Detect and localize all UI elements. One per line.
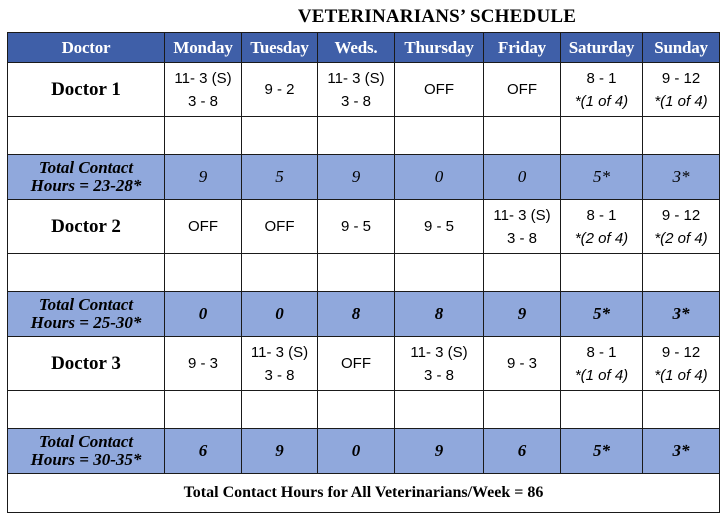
- header-cell: Thursday: [395, 33, 484, 63]
- shift-line-1: 11- 3 (S): [174, 69, 232, 87]
- shift-line-2: 3 - 8: [506, 229, 537, 247]
- shift-line-1: 11- 3 (S): [410, 343, 468, 361]
- schedule-cell: [643, 337, 720, 391]
- shift-line-1: OFF: [188, 218, 218, 235]
- blank-cell: [165, 254, 242, 292]
- header-cell: Sunday: [643, 33, 720, 63]
- total-cell: 3*: [643, 292, 720, 337]
- schedule-cell: [242, 200, 318, 254]
- shift-line-1: 8 - 1: [586, 343, 617, 361]
- total-cell: 5*: [561, 155, 643, 200]
- schedule-cell: [242, 63, 318, 117]
- schedule-cell: [165, 200, 242, 254]
- total-cell: 9: [395, 429, 484, 474]
- schedule-cell: [318, 200, 395, 254]
- header-cell: Saturday: [561, 33, 643, 63]
- schedule-table: [7, 32, 720, 513]
- total-cell: 0: [165, 292, 242, 337]
- blank-cell: [395, 117, 484, 155]
- total-cell: 8: [318, 292, 395, 337]
- total-label: [8, 292, 165, 337]
- shift-line-2: *(2 of 4): [654, 229, 708, 247]
- schedule-cell: [395, 337, 484, 391]
- blank-cell: [242, 254, 318, 292]
- shift-line-2: *(1 of 4): [654, 92, 708, 110]
- shift-line-1: OFF: [264, 218, 295, 235]
- schedule-cell: [484, 200, 561, 254]
- blank-cell: [561, 117, 643, 155]
- blank-cell: [561, 391, 643, 429]
- shift-line-2: 3 - 8: [187, 92, 218, 110]
- shift-line-1: 9 - 3: [187, 355, 218, 372]
- blank-row: [8, 117, 720, 155]
- shift-line-1: 9 - 12: [661, 343, 701, 361]
- total-cell: 9: [318, 155, 395, 200]
- header-cell: Tuesday: [242, 33, 318, 63]
- shift-line-1: OFF: [507, 81, 537, 98]
- weekly-total: Total Contact Hours for All Veterinarians/Week = 86: [8, 474, 720, 513]
- blank-cell: [8, 117, 165, 155]
- schedule-cell: [318, 337, 395, 391]
- shift-line-1: 8 - 1: [586, 206, 617, 224]
- blank-cell: [484, 117, 561, 155]
- total-cell: 5*: [561, 429, 643, 474]
- blank-cell: [8, 391, 165, 429]
- schedule-cell: [165, 63, 242, 117]
- shift-line-2: 3 - 8: [423, 366, 454, 384]
- total-cell: 8: [395, 292, 484, 337]
- blank-cell: [242, 391, 318, 429]
- shift-line-1: 8 - 1: [586, 69, 617, 87]
- blank-cell: [242, 117, 318, 155]
- blank-cell: [8, 254, 165, 292]
- total-cell: 9: [165, 155, 242, 200]
- blank-cell: [484, 391, 561, 429]
- doctor-name: Doctor 2: [8, 200, 165, 254]
- total-label-line-1: Total Contact: [38, 295, 134, 314]
- blank-cell: [643, 117, 720, 155]
- footer-row: [8, 474, 720, 513]
- total-cell: 3*: [643, 155, 720, 200]
- doctor-row: [8, 63, 720, 117]
- blank-cell: [318, 254, 395, 292]
- total-cell: 5*: [561, 292, 643, 337]
- blank-cell: [643, 254, 720, 292]
- total-label: [8, 155, 165, 200]
- schedule-cell: [561, 63, 643, 117]
- blank-cell: [561, 254, 643, 292]
- schedule-cell: [484, 63, 561, 117]
- total-cell: 6: [165, 429, 242, 474]
- total-label-line-2: Hours = 30-35*: [30, 450, 142, 469]
- doctor-name: Doctor 1: [8, 63, 165, 117]
- shift-line-2: *(1 of 4): [574, 366, 629, 384]
- total-cell: 9: [484, 292, 561, 337]
- total-label: [8, 429, 165, 474]
- blank-cell: [484, 254, 561, 292]
- header-cell: Monday: [165, 33, 242, 63]
- total-row: [8, 429, 720, 474]
- schedule-cell: [395, 200, 484, 254]
- shift-line-1: 9 - 12: [661, 206, 701, 224]
- schedule-cell: [484, 337, 561, 391]
- header-cell: Doctor: [8, 33, 165, 63]
- header-cell: Friday: [484, 33, 561, 63]
- total-cell: 9: [242, 429, 318, 474]
- total-row: [8, 292, 720, 337]
- header-row: [8, 33, 720, 63]
- shift-line-2: 3 - 8: [264, 366, 295, 384]
- shift-line-1: 11- 3 (S): [327, 69, 385, 87]
- page-title: VETERINARIANS’ SCHEDULE: [297, 6, 577, 27]
- total-cell: 0: [484, 155, 561, 200]
- schedule-cell: [242, 337, 318, 391]
- shift-line-1: 9 - 2: [264, 81, 295, 98]
- total-cell: 3*: [643, 429, 720, 474]
- shift-line-1: 11- 3 (S): [493, 206, 551, 224]
- schedule-cell: [561, 200, 643, 254]
- schedule-cell: [643, 200, 720, 254]
- total-row: [8, 155, 720, 200]
- blank-row: [8, 391, 720, 429]
- shift-line-1: OFF: [341, 355, 371, 372]
- total-cell: 0: [318, 429, 395, 474]
- shift-line-2: *(1 of 4): [654, 366, 708, 384]
- shift-line-1: 9 - 12: [661, 69, 701, 87]
- total-label-line-2: Hours = 23-28*: [30, 176, 142, 195]
- shift-line-2: *(2 of 4): [574, 229, 629, 247]
- total-cell: 0: [395, 155, 484, 200]
- schedule-cell: [395, 63, 484, 117]
- schedule-cell: [643, 63, 720, 117]
- total-cell: 0: [242, 292, 318, 337]
- schedule-cell: [318, 63, 395, 117]
- blank-cell: [643, 391, 720, 429]
- schedule-cell: [561, 337, 643, 391]
- schedule-cell: [165, 337, 242, 391]
- shift-line-1: 9 - 5: [423, 218, 454, 235]
- total-cell: 6: [484, 429, 561, 474]
- total-cell: 5: [242, 155, 318, 200]
- total-label-line-2: Hours = 25-30*: [30, 313, 142, 332]
- blank-cell: [318, 117, 395, 155]
- total-label-line-1: Total Contact: [38, 432, 134, 451]
- shift-line-1: 9 - 3: [506, 355, 537, 372]
- shift-line-1: 11- 3 (S): [250, 343, 309, 361]
- shift-line-1: 9 - 5: [340, 218, 371, 235]
- blank-cell: [395, 391, 484, 429]
- doctor-name: Doctor 3: [8, 337, 165, 391]
- shift-line-1: OFF: [424, 81, 454, 98]
- blank-cell: [165, 117, 242, 155]
- doctor-row: [8, 200, 720, 254]
- blank-cell: [395, 254, 484, 292]
- doctor-row: [8, 337, 720, 391]
- shift-line-2: 3 - 8: [340, 92, 371, 110]
- blank-row: [8, 254, 720, 292]
- blank-cell: [318, 391, 395, 429]
- blank-cell: [165, 391, 242, 429]
- header-cell: Weds.: [318, 33, 395, 63]
- shift-line-2: *(1 of 4): [574, 92, 629, 110]
- total-label-line-1: Total Contact: [38, 158, 134, 177]
